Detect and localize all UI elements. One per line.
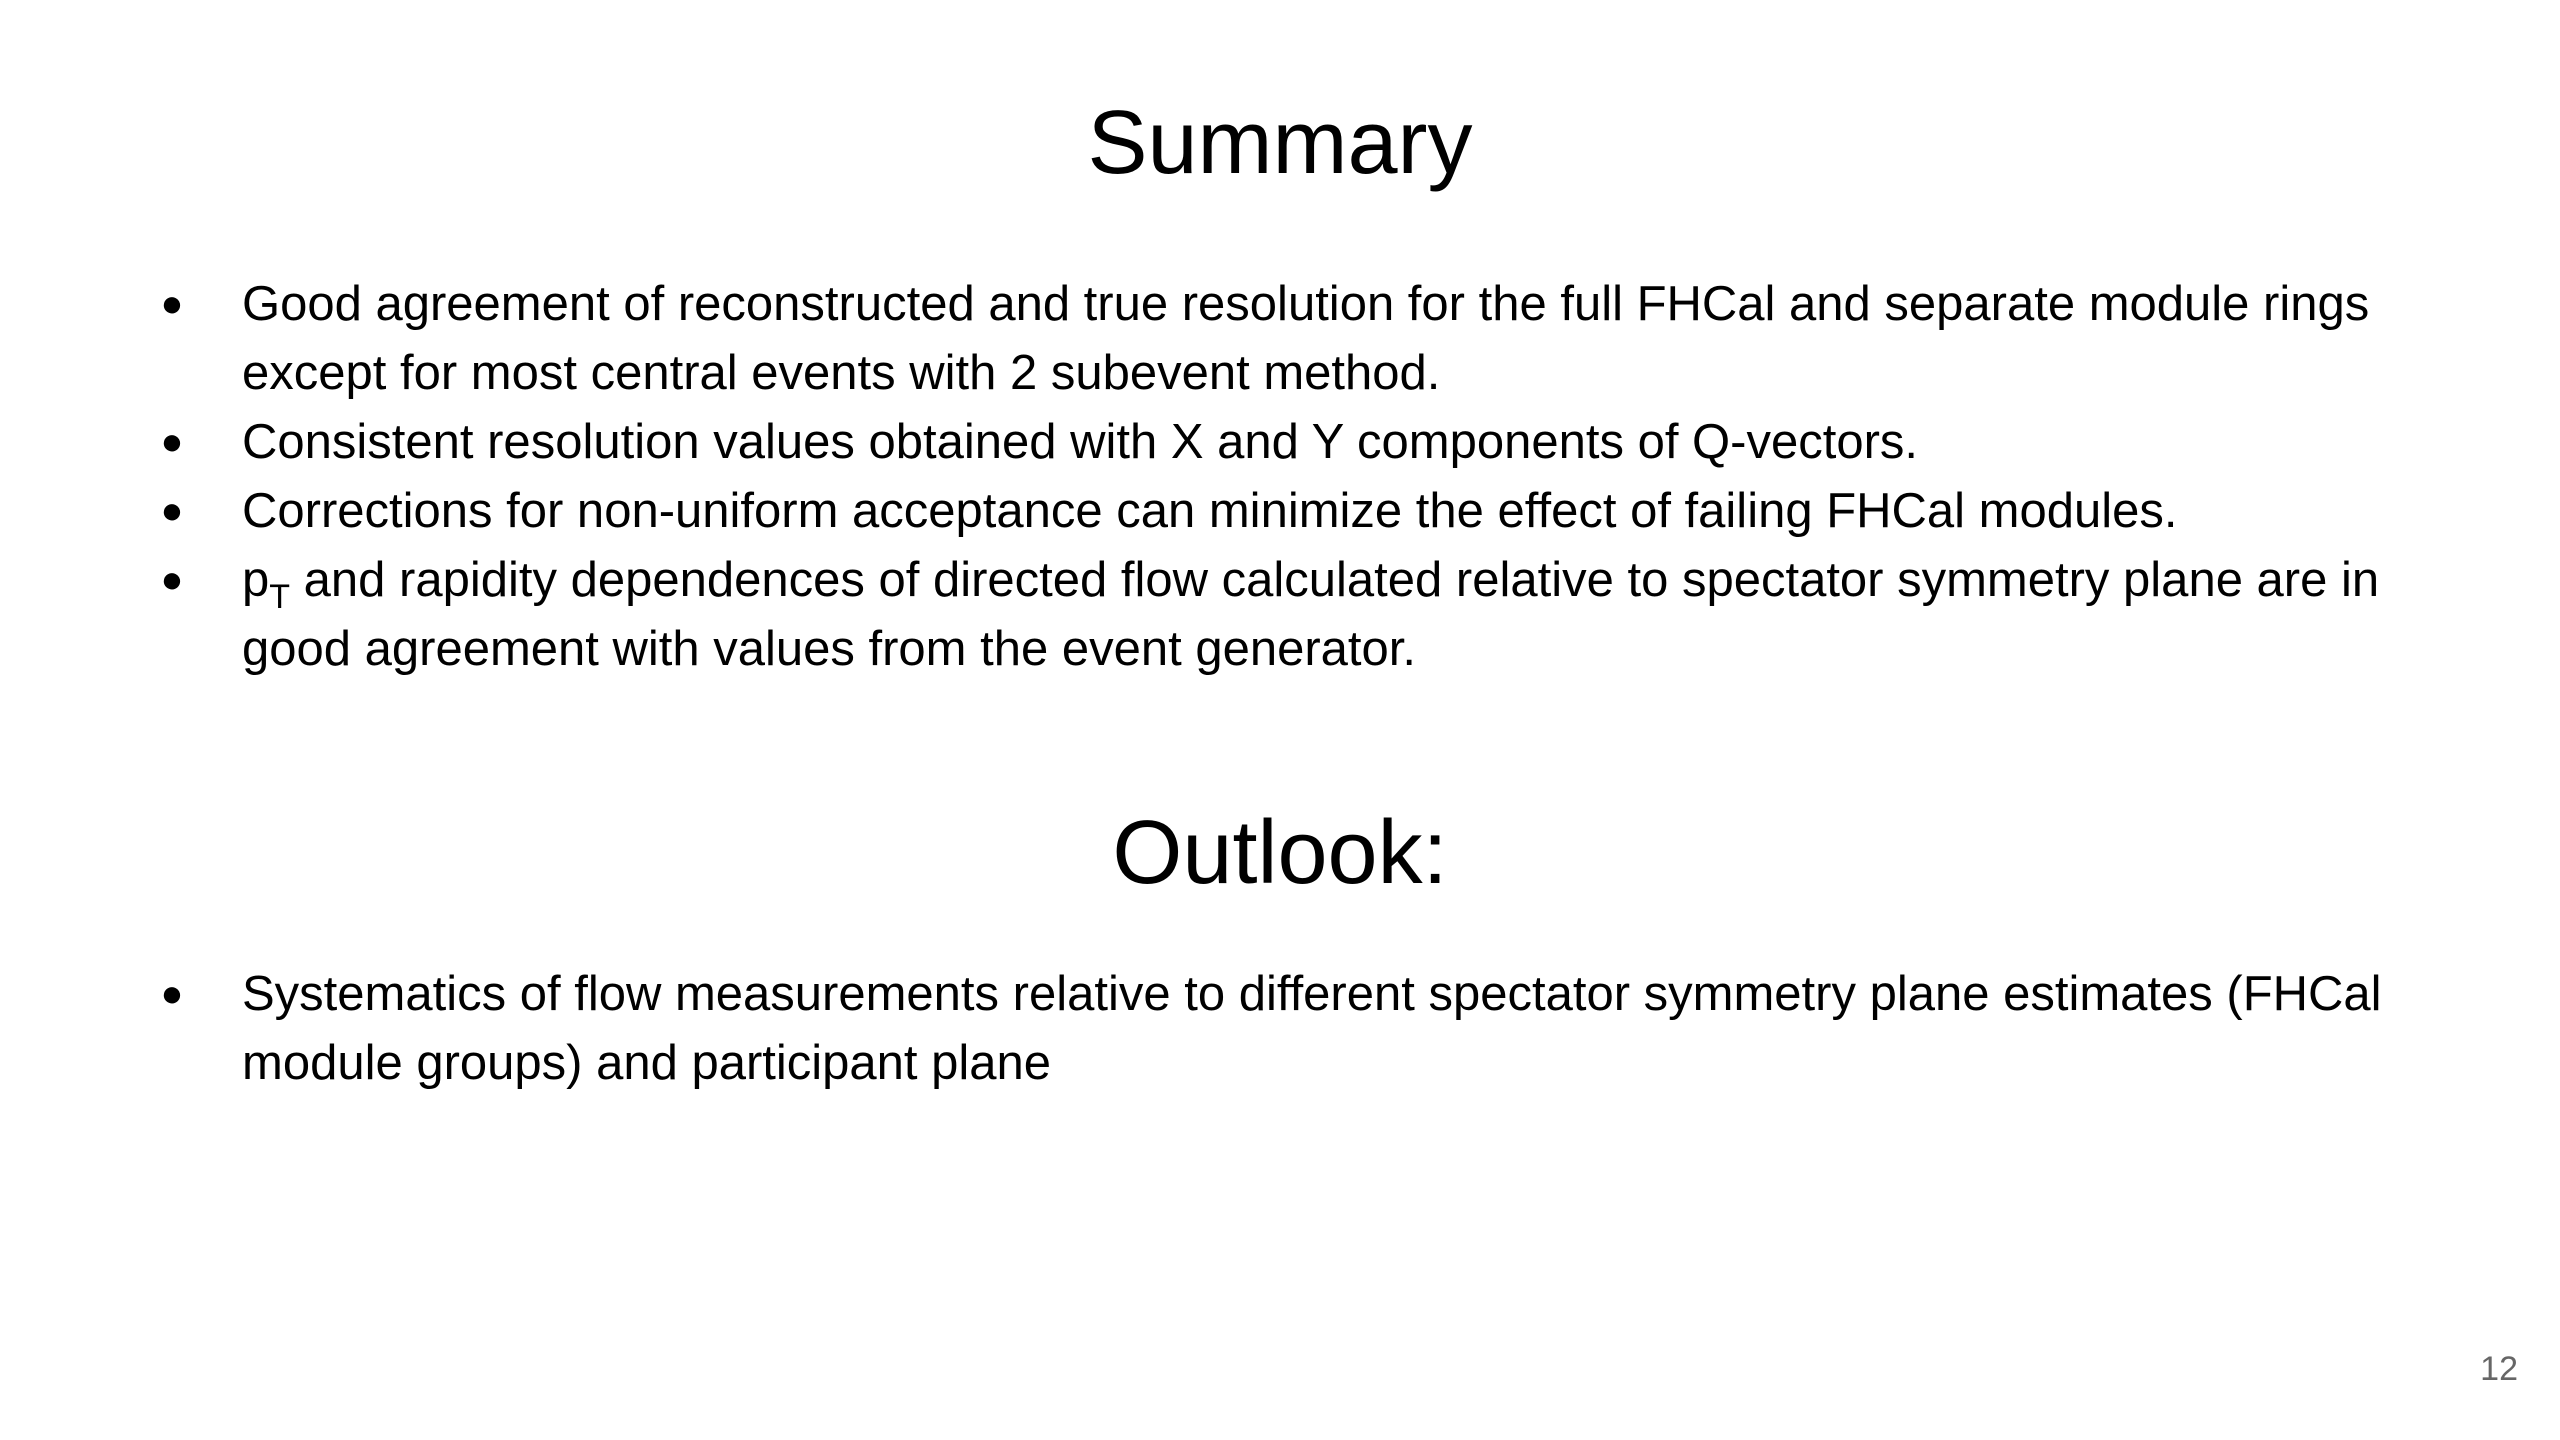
summary-item-2 [0, 408, 2452, 477]
outlook-title: Outlook: [1112, 803, 1448, 903]
summary-title: Summary [1087, 93, 1473, 193]
page-number: 12 [2480, 1350, 2518, 1388]
bullet-icon: ● [160, 490, 184, 532]
summary-list [0, 270, 2452, 684]
outlook-item-1-text: Systematics of flow measurements relative to different spectator symmetry plane estimates (FHCal module groups) and participant plane [242, 967, 2382, 1090]
summary-item-2-text: Consistent resolution values obtained with X and Y components of Q-vectors. [242, 415, 1919, 469]
outlook-list [0, 960, 2452, 1098]
bullet-icon: ● [160, 559, 184, 601]
summary-item-4-text: and rapidity dependences of directed flow calculated relative to spectator symmetry plane are in good agreement with values from the event generator. [242, 553, 2380, 676]
bullet-icon: ● [160, 283, 184, 325]
bullet-icon: ● [160, 421, 184, 463]
summary-item-3-text: Corrections for non-uniform acceptance can minimize the effect of failing FHCal modules. [242, 484, 2178, 538]
bullet-icon: ● [160, 973, 184, 1015]
summary-item-4 [0, 546, 2452, 684]
pt-symbol: p [242, 553, 270, 607]
summary-item-3 [0, 477, 2452, 546]
outlook-item-1 [0, 960, 2452, 1098]
summary-item-1 [0, 270, 2452, 408]
summary-item-1-text: Good agreement of reconstructed and true resolution for the full FHCal and separate module rings except for most central events with 2 subevent method. [242, 277, 2370, 400]
pt-subscript: T [269, 578, 291, 616]
